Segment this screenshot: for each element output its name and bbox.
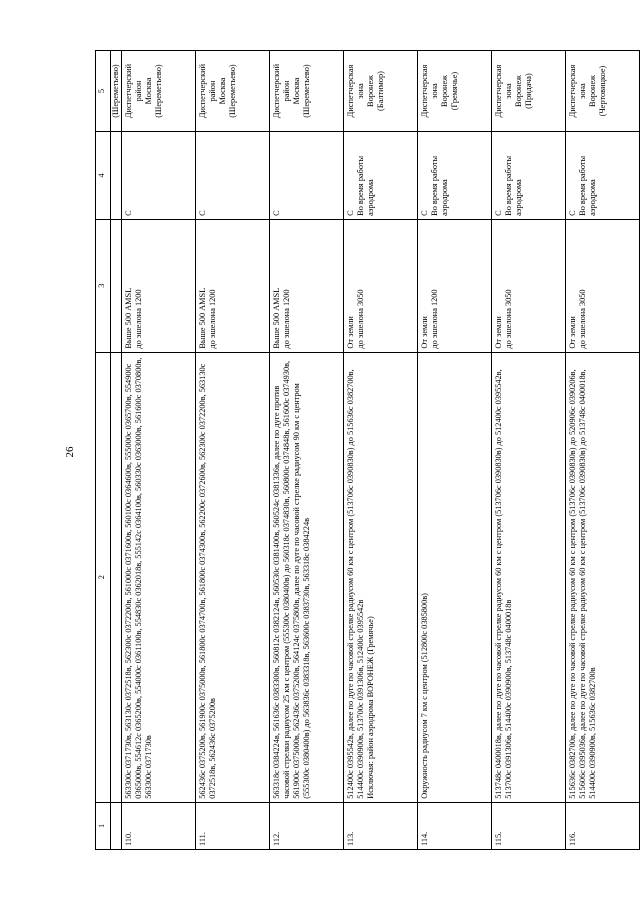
atc-unit — [418, 51, 492, 132]
height-line: От земли — [494, 316, 503, 349]
unit-line: Диспетчерская — [494, 64, 503, 118]
class-line: С — [346, 210, 355, 216]
table-row — [566, 51, 640, 850]
class-line: аэродрома — [365, 179, 375, 216]
airspace-class — [270, 132, 344, 220]
boundary-text: 563300с 0371730в, 563130с 0372518в, 562300с 0372200в, 561000с 0371600в, 560100с 0364600в, 555000с 0365700в, 554900с 0365000в, 554612с 0365200в, 554000с 0361100в, 554830с 0362018в, 555142с 0364100в, 560330с 0363000в, 561600с 0370800в, 563300с 0371730в — [124, 357, 153, 799]
boundary-description — [492, 352, 566, 802]
atc-unit — [344, 51, 418, 132]
height-line: Выше 500 AMSL — [272, 287, 281, 349]
boundary-text: 515636с 0382700в, далее по дуге по часовой стрелке радиусом 60 км с центром (513706с 0390830в) до 520906с 0390206в, 515606с 0395036в, далее по дуге по часовой стрелке радиусом 60 км с центром (513706с 0390830в) до 513748с 0400018в, 514400с 0390900в, 515636с 0382700в — [568, 369, 597, 799]
unit-line: Диспетчерский — [124, 63, 133, 119]
boundary-text: 512400с 0395542в, далее по дуге по часовой стрелке радиусом 60 км с центром (513706с 0390830в) до 515636с 0382700в, 514400с 0390900в, 513700с 0391306в, 512400с 0395542в — [346, 369, 365, 799]
vertical-limits — [196, 219, 270, 352]
column-header: 5 — [96, 51, 111, 132]
boundary-description — [270, 352, 344, 802]
airspace-class — [566, 132, 640, 220]
height-line: до эшелона 1200 — [281, 289, 291, 349]
atc-unit — [566, 51, 640, 132]
height-line: От земли — [420, 316, 429, 349]
boundary-description — [566, 352, 640, 802]
boundary-text: Окружность радиусом 7 км с центром (512800с 0385800в) — [420, 593, 429, 799]
row-number: 114. — [418, 802, 492, 849]
unit-line: (Шереметьево) — [153, 64, 163, 118]
boundary-text: 563318с 0384224в, 561636с 0383300в, 560812с 0382124в, 560530с 0381400в, 560524с 0381336в, далее по дуге против часовой стрелки радиусом 25 км с центром (555300с 0380400в) до 560318с 0374830в, 560800с 0374848в, 561600с 0374930в, 561900с 0375000в, 562436с 0375200в, 564124с 0375800в, далее по дуге по часовой стрелке радиусом 90 км с центром (555300с 0380400в) до 563836с 0383318в, 563600с 0383730в, 563318с 0384224в — [272, 360, 311, 799]
height-line: От земли — [346, 316, 355, 349]
table-row — [270, 51, 344, 850]
class-line: Во время работы — [577, 155, 587, 216]
height-line: до эшелона 1200 — [207, 289, 217, 349]
unit-line: Воронеж — [365, 75, 375, 107]
unit-line: (Придача) — [523, 73, 533, 109]
unit-line: (Гремячье) — [449, 71, 459, 111]
row-number: 110. — [122, 802, 196, 849]
unit-line: Диспетчерский — [198, 63, 207, 119]
vertical-limits — [344, 219, 418, 352]
airspace-class — [344, 132, 418, 220]
boundary-description — [196, 352, 270, 802]
height-line: Выше 500 AMSL — [124, 287, 133, 349]
unit-line: Диспетчерская — [420, 64, 429, 118]
boundary-description — [122, 352, 196, 802]
page-number: 26 — [64, 446, 76, 458]
class-line: С — [272, 210, 281, 216]
column-header: 3 — [96, 219, 111, 352]
unit-line: Диспетчерская — [568, 64, 577, 118]
column-header: 4 — [96, 132, 111, 220]
unit-line: Москва — [291, 77, 301, 105]
unit-line: (Шереметьево) — [301, 64, 311, 118]
table-row — [196, 51, 270, 850]
class-line: Во время работы — [429, 155, 439, 216]
unit-line: Москва — [217, 77, 227, 105]
class-line: С — [494, 210, 503, 216]
table-row — [418, 51, 492, 850]
unit-line: зона — [577, 83, 587, 99]
row-number: 112. — [270, 802, 344, 849]
unit-line: Воронеж — [513, 75, 523, 107]
vertical-limits — [270, 219, 344, 352]
column-header: 1 — [96, 802, 111, 849]
unit-line: (Шереметьево) — [227, 64, 237, 118]
airspace-class — [492, 132, 566, 220]
row-number: 115. — [492, 802, 566, 849]
column-number-row — [96, 51, 111, 850]
height-line: до эшелона 1200 — [133, 289, 143, 349]
height-line: до эшелона 1200 — [429, 289, 439, 349]
rotated-table-wrapper — [95, 50, 640, 850]
carry-over-unit: (Шереметьево) — [111, 51, 122, 132]
unit-line: район — [133, 80, 143, 102]
atc-unit — [196, 51, 270, 132]
table-row — [492, 51, 566, 850]
row-number: 113. — [344, 802, 418, 849]
height-line: до эшелона 3050 — [503, 289, 513, 349]
class-line: Во время работы — [355, 155, 365, 216]
column-header: 2 — [96, 352, 111, 802]
class-line: С — [124, 210, 133, 216]
carry-over-row — [111, 51, 122, 850]
unit-line: (Чертовицкое) — [597, 65, 607, 117]
airspace-class — [196, 132, 270, 220]
class-line: С — [420, 210, 429, 216]
unit-line: зона — [355, 83, 365, 99]
height-line: Выше 500 AMSL — [198, 287, 207, 349]
class-line: аэродрома — [587, 179, 597, 216]
unit-line: Воронеж — [439, 75, 449, 107]
unit-line: зона — [429, 83, 439, 99]
airspace-class — [122, 132, 196, 220]
unit-line: район — [207, 80, 217, 102]
unit-line: зона — [503, 83, 513, 99]
unit-line: Диспетчерский — [272, 63, 281, 119]
table-row — [344, 51, 418, 850]
atc-unit — [492, 51, 566, 132]
height-line: От земли — [568, 316, 577, 349]
airspace-class — [418, 132, 492, 220]
row-number: 111. — [196, 802, 270, 849]
unit-line: Москва — [143, 77, 153, 105]
vertical-limits — [566, 219, 640, 352]
table-row — [122, 51, 196, 850]
height-line: до эшелона 3050 — [577, 289, 587, 349]
row-number: 116. — [566, 802, 640, 849]
atc-unit — [122, 51, 196, 132]
unit-line: Диспетчерская — [346, 64, 355, 118]
boundary-text: 513748с 0400018в, далее по дуге по часовой стрелке радиусом 60 км с центром (513706с 0390830в) до 512400с 0395542в, 513700с 0391306в, 514400с 0390900в, 513748с 0400018в — [494, 369, 513, 799]
vertical-limits — [418, 219, 492, 352]
unit-line: район — [281, 80, 291, 102]
unit-line: Воронеж — [587, 75, 597, 107]
boundary-description — [344, 352, 418, 802]
class-line: Во время работы — [503, 155, 513, 216]
class-line: аэродрома — [513, 179, 523, 216]
boundary-description — [418, 352, 492, 802]
boundary-exclusion: Исключая: район аэродрома ВОРОНЕЖ (Гремячье) — [365, 616, 375, 799]
class-line: С — [568, 210, 577, 216]
atc-unit — [270, 51, 344, 132]
class-line: аэродрома — [439, 179, 449, 216]
height-line: до эшелона 3050 — [355, 289, 365, 349]
vertical-limits — [122, 219, 196, 352]
boundary-text: 562436с 0375200в, 561900с 0375000в, 561800с 0374700в, 561800с 0374300в, 562200с 0372600в, 562300с 0372200в, 563130с 0372518в, 562436с 0375200в — [198, 363, 217, 799]
unit-line: (Балтимор) — [375, 71, 385, 111]
vertical-limits — [492, 219, 566, 352]
airspace-table — [95, 50, 640, 850]
class-line: С — [198, 210, 207, 216]
